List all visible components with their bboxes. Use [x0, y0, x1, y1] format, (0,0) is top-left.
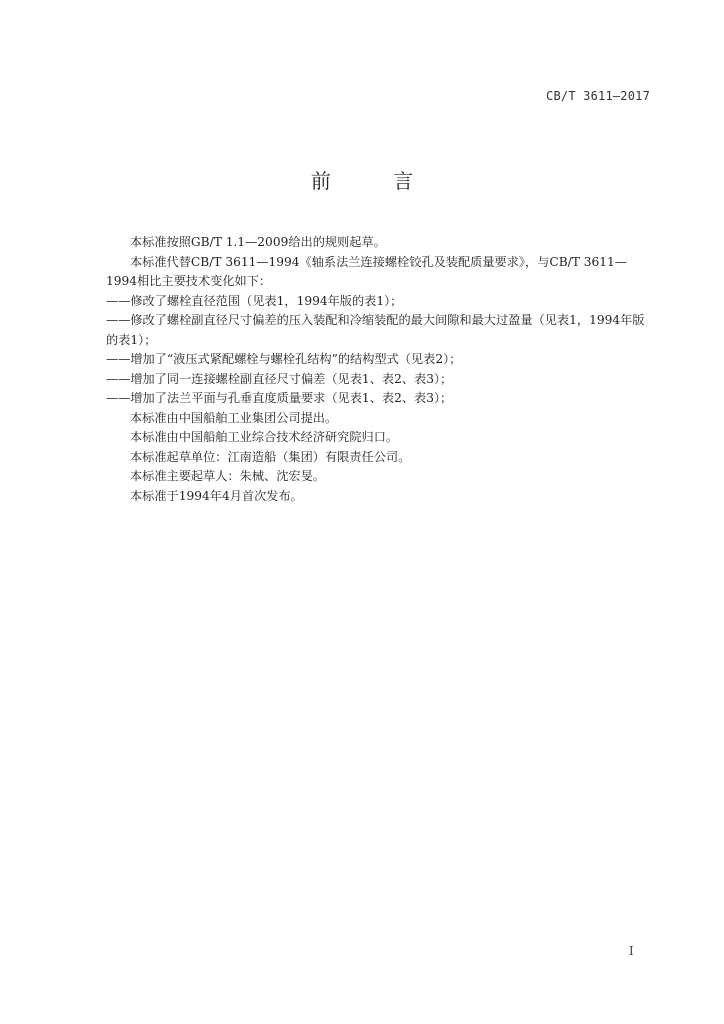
change-item: ——修改了螺栓副直径尺寸偏差的压入装配和冷缩装配的最大间隙和最大过盈量（见表1，1994年版的表1）； — [106, 313, 645, 347]
technical-changes-list — [106, 292, 652, 409]
change-item: ——增加了法兰平面与孔垂直度质量要求（见表1、表2、表3）； — [106, 391, 453, 405]
history-paragraph: 本标准于1994年4月首次发布。 — [130, 488, 303, 503]
proposer-paragraph: 本标准由中国船舶工业集团公司提出。 — [130, 410, 338, 425]
drafting-rules-paragraph: 本标准按照GB/T 1.1—2009给出的规则起草。 — [130, 235, 386, 249]
change-item: ——增加了同一连接螺栓副直径尺寸偏差（见表1、表2、表3）； — [106, 371, 453, 386]
change-item: ——修改了螺栓直径范围（见表1，1994年版的表1）； — [106, 293, 403, 308]
document-code: CB/T 3611—2017 — [546, 89, 650, 103]
drafting-unit-paragraph: 本标准起草单位：江南造船（集团）有限责任公司。 — [130, 449, 411, 464]
replacement-paragraph: 本标准代替CB/T 3611—1994《轴系法兰连接螺栓铰孔及装配质量要求》，与CB/T 3611—1994相比主要技术变化如下： — [106, 254, 627, 288]
change-item: ——增加了“液压式紧配螺栓与螺栓孔结构”的结构型式（见表2）； — [106, 352, 462, 366]
centralized-paragraph: 本标准由中国船舶工业综合技术经济研究院归口。 — [130, 430, 399, 444]
drafters-paragraph: 本标准主要起草人：朱械、沈宏旻。 — [130, 469, 325, 483]
foreword-body — [106, 233, 652, 506]
page-number: I — [629, 944, 634, 958]
page-title: 前 言 — [310, 169, 442, 193]
